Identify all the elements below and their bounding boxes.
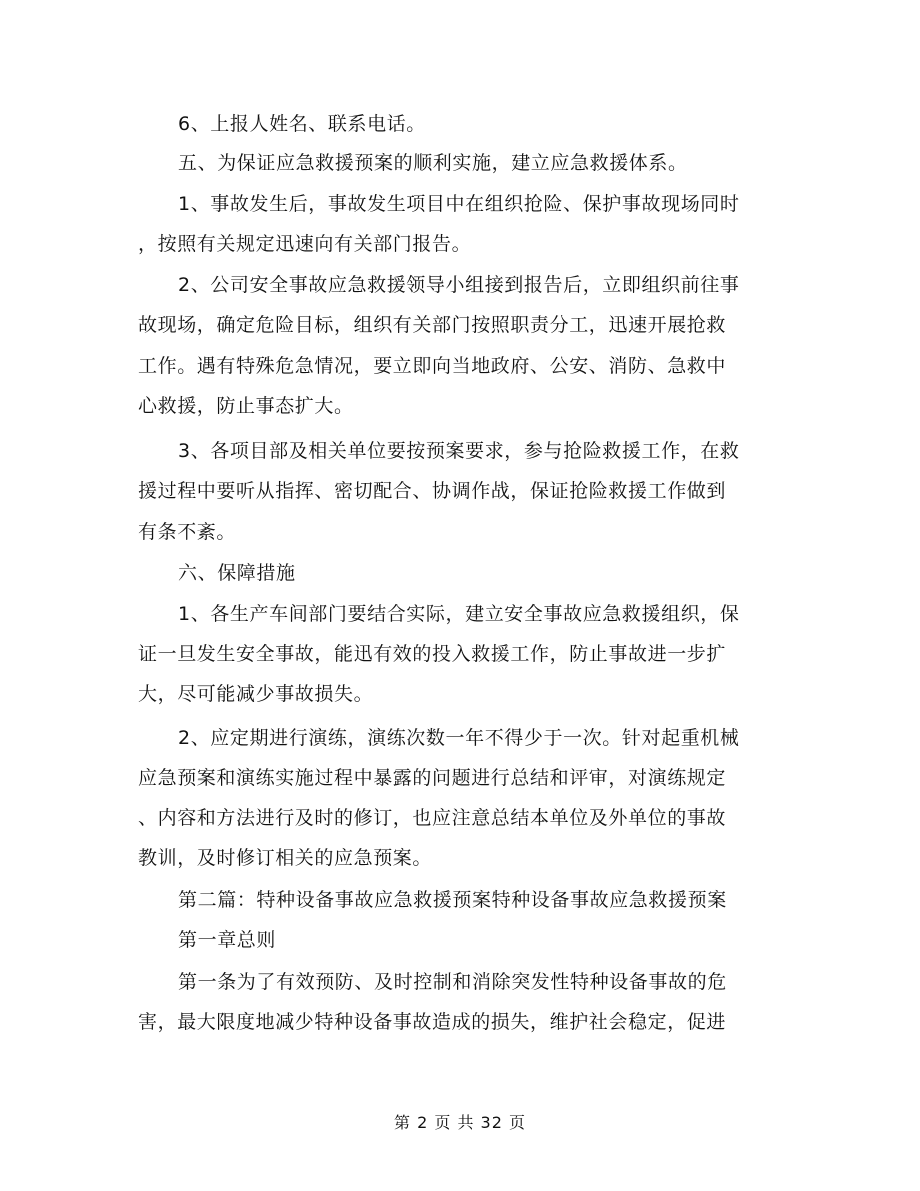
- text-line: 2、应定期进行演练，演练次数一年不得少于一次。针对起重机械: [178, 727, 740, 749]
- text-line: 故现场，确定危险目标，组织有关部门按照职责分工，迅速开展抢救: [138, 314, 727, 336]
- text-line: 害，最大限度地减少特种设备事故造成的损失，维护社会稳定，促进: [138, 1011, 727, 1033]
- section-heading: 五、为保证应急救援预案的顺利实施，建立应急救援体系。: [178, 152, 688, 174]
- text-line: 心救援，防止事态扩大。: [138, 395, 354, 417]
- text-line: 援过程中要听从指挥、密切配合、协调作战，保证抢险救援工作做到: [138, 480, 727, 502]
- text-line: 6、上报人姓名、联系电话。: [178, 113, 426, 135]
- text-line: 证一旦发生安全事故，能迅有效的投入救援工作，防止事故进一步扩: [138, 643, 727, 665]
- text-line: ，按照有关规定迅速向有关部门报告。: [138, 233, 472, 255]
- chapter-heading: 第一章总则: [178, 929, 277, 951]
- text-line: 工作。遇有特殊危急情况，要立即向当地政府、公安、消防、急救中: [138, 355, 727, 377]
- text-line: 、内容和方法进行及时的修订，也应注意总结本单位及外单位的事故: [138, 807, 727, 829]
- text-line: 1、各生产车间部门要结合实际，建立安全事故应急救援组织，保: [178, 603, 740, 625]
- text-line: 应急预案和演练实施过程中暴露的问题进行总结和评审，对演练规定: [138, 767, 727, 789]
- text-line: 有条不紊。: [138, 521, 237, 543]
- text-line: 2、公司安全事故应急救援领导小组接到报告后，立即组织前往事: [178, 274, 740, 296]
- text-line: 1、事故发生后，事故发生项目中在组织抢险、保护事故现场同时: [178, 193, 740, 215]
- section-heading: 六、保障措施: [178, 562, 296, 584]
- text-line: 3、各项目部及相关单位要按预案要求，参与抢险救援工作，在救: [178, 440, 740, 462]
- text-line: 教训，及时修订相关的应急预案。: [138, 847, 433, 869]
- page-number: 第 2 页 共 32 页: [394, 1113, 526, 1132]
- text-line: 大，尽可能减少事故损失。: [138, 683, 374, 705]
- chapter-title: 第二篇：特种设备事故应急救援预案特种设备事故应急救援预案: [178, 889, 727, 911]
- text-line: 第一条为了有效预防、及时控制和消除突发性特种设备事故的危: [178, 971, 727, 993]
